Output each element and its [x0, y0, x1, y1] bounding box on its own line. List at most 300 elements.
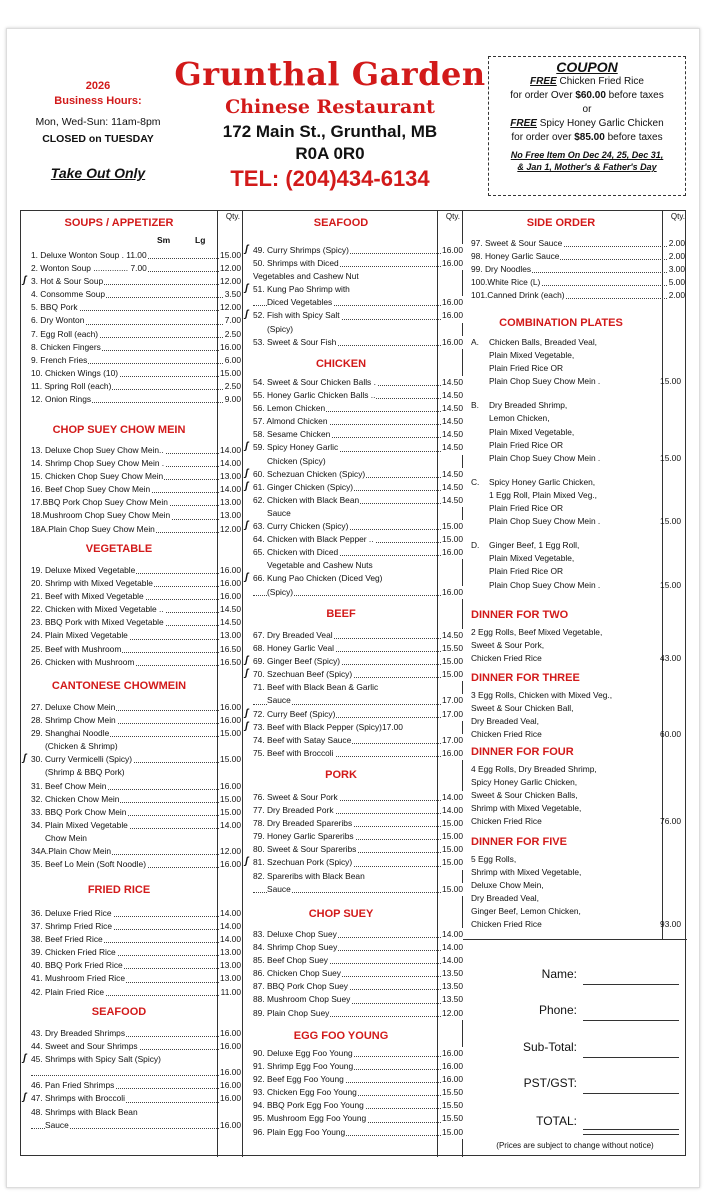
combo-line: Plain Mixed Vegetable,	[489, 553, 575, 564]
section-title-side-order: SIDE ORDER	[526, 217, 596, 229]
menu-item-name: 67. Dry Breaded Veal	[253, 630, 333, 640]
menu-item-price: 16.00	[219, 590, 241, 603]
menu-item-name: 8. Chicken Fingers	[31, 341, 101, 352]
subtotal-row	[463, 1040, 687, 1060]
menu-item	[31, 577, 241, 590]
menu-item-price: 14.00	[219, 444, 241, 457]
menu-item	[23, 1053, 241, 1066]
menu-item-name: 65. Chicken with Diced	[253, 547, 339, 558]
menu-item	[253, 993, 463, 1006]
menu-item	[31, 444, 241, 457]
menu-grid	[20, 210, 686, 1156]
combo-line: Plain Chop Suey Chow Mein . 15.00	[471, 515, 681, 528]
menu-item-name: 79. Honey Garlic Spareribs	[253, 831, 354, 842]
menu-item-price: 13.00	[219, 496, 241, 509]
menu-item-name: 49. Curry Shrimps (Spicy) ʃ	[245, 244, 349, 255]
menu-item-price: 14.50	[219, 603, 241, 616]
menu-item-name: 72. Curry Beef (Spicy) ʃ	[245, 707, 336, 719]
combo-line: 1 Egg Roll, Plain Mixed Veg.,	[489, 489, 598, 500]
menu-item	[31, 301, 241, 314]
egg-foo-young-list	[253, 1047, 463, 1139]
menu-item-name: 4. Consomme Soup	[31, 289, 106, 300]
section-title-beef: BEEF	[326, 608, 356, 620]
menu-item-name: 82. Spareribs with Black Bean	[253, 870, 365, 881]
menu-item-name: 51. Kung Pao Shrimp with ʃ	[245, 283, 350, 295]
menu-item	[245, 668, 463, 681]
menu-item-name: 41. Mushroom Fried Rice	[31, 973, 126, 984]
combo-line: Plain Fried Rice OR	[489, 503, 564, 514]
menu-item-price: 12.00	[219, 523, 241, 536]
menu-item-price: 14.50	[441, 389, 463, 402]
menu-column-3	[463, 211, 687, 1157]
menu-item-price: 15.00	[219, 753, 241, 766]
hours-block	[28, 80, 168, 181]
menu-item-name: 94. BBQ Pork Egg Foo Young	[253, 1100, 364, 1111]
menu-item-price: 15.50	[441, 1099, 463, 1112]
menu-item	[31, 483, 241, 496]
menu-item	[253, 376, 463, 389]
menu-item	[31, 656, 241, 669]
menu-item-name: 34. Plain Mixed Vegetable	[31, 819, 128, 830]
address: 172 Main St., Grunthal, MB	[222, 122, 438, 141]
menu-item	[31, 806, 241, 819]
menu-item-price: 14.00	[441, 791, 463, 804]
menu-item	[253, 883, 463, 896]
tax-label: PST/GST:	[523, 1076, 577, 1090]
menu-item-price: 14.00	[441, 804, 463, 817]
menu-item-price: 17.00	[441, 694, 463, 707]
spicy-icon: ʃ	[245, 856, 249, 868]
menu-item-price: 12.00	[219, 845, 241, 858]
menu-item	[31, 793, 241, 806]
menu-item-name: 54. Sweet & Sour Chicken Balls .	[253, 377, 376, 387]
menu-item-name: 39. Chicken Fried Rice	[31, 947, 116, 958]
menu-item-name	[45, 1066, 46, 1079]
menu-item	[471, 237, 685, 250]
menu-item-price: 16.00	[441, 1073, 463, 1086]
combination-plates	[471, 336, 681, 603]
combo-line: C. Spicy Honey Garlic Chicken,	[471, 476, 681, 489]
menu-item-price: 15.00	[441, 1126, 463, 1139]
fried-rice-list	[31, 907, 241, 999]
dinner-items: 2 Egg Rolls, Beef Mixed Vegetable, Sweet & Sour Pork, Chicken Fried Rice 43.00	[471, 626, 681, 665]
menu-item	[253, 257, 463, 270]
menu-item-price: 12.00	[441, 1007, 463, 1020]
menu-item-price: 16.00	[441, 309, 463, 322]
dinner-title: DINNER FOR FOUR	[471, 746, 574, 758]
menu-item-name: 70. Szechuan Beef (Spicy) ʃ	[245, 668, 353, 680]
menu-item-name: 24. Plain Mixed Vegetable	[31, 630, 128, 641]
menu-item	[31, 603, 241, 616]
menu-item	[31, 354, 241, 367]
menu-item-name: 56. Lemon Chicken	[253, 403, 326, 414]
takeout-label: Take Out Only	[50, 165, 146, 181]
menu-item-name: 87. BBQ Pork Chop Suey	[253, 981, 348, 992]
menu-item-name: 14. Shrimp Chop Suey Chow Mein .	[31, 458, 165, 469]
menu-item-name: 25. Beef with Mushroom	[31, 643, 122, 654]
menu-item	[253, 546, 463, 559]
menu-item	[253, 1126, 463, 1139]
menu-item-name: 101.Canned Drink (each)	[471, 290, 565, 301]
menu-item-price: 13.50	[441, 967, 463, 980]
coupon-offer1-line1: FREE Chicken Fried Rice	[530, 76, 644, 87]
menu-item-name: Sauce	[267, 507, 291, 518]
menu-item-name: 45. Shrimps with Spicy Salt (Spicy) ʃ	[23, 1053, 161, 1065]
menu-item	[31, 714, 241, 727]
menu-item-price: 2.00	[668, 289, 685, 302]
combo-line: Plain Fried Rice OR	[489, 363, 564, 374]
menu-item	[31, 249, 241, 262]
menu-item-name: (Shrimp & BBQ Pork)	[45, 767, 125, 778]
menu-item	[253, 791, 463, 804]
menu-item-name: 28. Shrimp Chow Mein	[31, 715, 116, 726]
menu-item-name: 89. Plain Chop Suey	[253, 1007, 330, 1018]
menu-item-price: 13.50	[441, 980, 463, 993]
menu-item-name: Vegetable and Cashew Nuts	[267, 560, 373, 571]
menu-item	[31, 819, 241, 832]
postal-code: R0A 0R0	[295, 144, 365, 163]
spicy-icon: ʃ	[245, 244, 249, 255]
tax-field[interactable]	[583, 1093, 679, 1094]
menu-item	[31, 367, 241, 380]
menu-item	[31, 986, 241, 999]
menu-item-name: 50. Shrimps with Diced	[253, 258, 339, 269]
menu-item-name: 52. Fish with Spicy Salt ʃ	[245, 309, 340, 321]
menu-item	[253, 967, 463, 980]
menu-item-name: 64. Chicken with Black Pepper ..	[253, 534, 374, 545]
menu-item	[245, 655, 463, 668]
total-row	[463, 1114, 687, 1134]
menu-item	[253, 494, 463, 507]
menu-item	[31, 262, 241, 275]
menu-item	[253, 1060, 463, 1073]
menu-item-name: 33. BBQ Pork Chow Mein	[31, 806, 127, 817]
menu-item-price: 16.00	[441, 296, 463, 309]
subtotal-label: Sub-Total:	[522, 1040, 577, 1054]
side-order-list	[471, 237, 685, 302]
menu-item-name: 15. Chicken Chop Suey Chow Mein	[31, 471, 164, 482]
chopsuey-chowmein-list	[31, 444, 241, 536]
menu-item-name: 48. Shrimps with Black Bean	[31, 1106, 138, 1117]
menu-item	[253, 804, 463, 817]
spicy-icon: ʃ	[23, 1092, 27, 1104]
menu-item	[31, 314, 241, 327]
menu-item-price: 15.00	[441, 655, 463, 668]
coupon-offer2-line2: for order over $85.00 before taxes	[511, 132, 663, 143]
restaurant-name: Grunthal Garden	[174, 55, 486, 93]
menu-item-name: 68. Honey Garlic Veal	[253, 643, 335, 654]
hours-text: Mon, Wed-Sun: 11am-8pm	[35, 116, 161, 128]
menu-item	[471, 289, 685, 302]
menu-item-name: 1. Deluxe Wonton Soup . 11.00	[31, 250, 147, 260]
spicy-icon: ʃ	[245, 572, 249, 584]
combo-price: 15.00	[660, 516, 681, 527]
spicy-icon: ʃ	[245, 283, 249, 295]
menu-item-price: 15.00	[219, 367, 241, 380]
menu-item	[31, 328, 241, 341]
menu-item-name: 9. French Fries	[31, 354, 88, 365]
menu-item-price: 16.00	[441, 747, 463, 760]
menu-item-price: 16.50	[219, 643, 241, 656]
menu-item	[253, 629, 463, 642]
menu-item-price: 15.00	[219, 727, 241, 740]
menu-item	[31, 907, 241, 920]
menu-item	[253, 843, 463, 856]
menu-item	[245, 856, 463, 869]
menu-item-price: 16.00	[441, 1060, 463, 1073]
section-title-chopsuey-chowmein: CHOP SUEY CHOW MEIN	[52, 424, 186, 436]
menu-item-name: 18A.Plain Chop Suey Chow Mein	[31, 523, 155, 534]
menu-item-name: 100.White Rice (L)	[471, 277, 541, 288]
spicy-icon: ʃ	[245, 441, 249, 453]
menu-item	[253, 507, 463, 520]
menu-item-name: 93. Chicken Egg Foo Young	[253, 1087, 357, 1098]
menu-item-price: 14.50	[441, 415, 463, 428]
menu-item	[31, 509, 241, 522]
menu-item	[31, 380, 241, 393]
menu-item	[31, 496, 241, 509]
section-title-seafood-2: SEAFOOD	[313, 217, 369, 229]
menu-item-price: 15.00	[219, 806, 241, 819]
restaurant-subtitle: Chinese Restaurant	[225, 96, 435, 118]
name-field[interactable]	[583, 984, 679, 985]
menu-item-price: 2.00	[668, 250, 685, 263]
menu-item-price: 14.00	[441, 954, 463, 967]
menu-item-price: 13.00	[219, 629, 241, 642]
menu-item-price: 6.00	[224, 354, 241, 367]
section-title-egg-foo-young: EGG FOO YOUNG	[293, 1030, 389, 1042]
menu-item	[253, 586, 463, 599]
menu-item	[253, 428, 463, 441]
menu-item	[31, 727, 241, 740]
menu-item-name: 59. Spicy Honey Garlic ʃ	[245, 441, 339, 453]
spicy-icon: ʃ	[245, 309, 249, 321]
menu-item-name: 37. Shrimp Fried Rice	[31, 921, 112, 932]
menu-item-price: 11.00	[220, 986, 241, 999]
menu-item	[31, 643, 241, 656]
qty-header: Qty.	[225, 212, 240, 221]
beef-list	[245, 629, 463, 760]
menu-item	[253, 455, 463, 468]
menu-item-name: 30. Curry Vermicelli (Spicy) ʃ	[23, 753, 132, 765]
dinner-items: 3 Egg Rolls, Chicken with Mixed Veg., Sweet & Sour Chicken Ball, Dry Breaded Veal, Chicken Fried Rice 60.00	[471, 689, 681, 741]
menu-item-price: 12.00	[219, 301, 241, 314]
menu-item	[471, 250, 685, 263]
menu-item-price: 16.00	[441, 336, 463, 349]
hours-title: Business Hours:	[54, 95, 142, 107]
menu-item-name: Sauce	[267, 695, 291, 706]
prices-note: (Prices are subject to change without notice)	[496, 1141, 654, 1150]
vegetable-list	[31, 564, 241, 669]
menu-item-name: (Spicy)	[267, 323, 294, 334]
menu-item-name: 75. Beef with Broccoli	[253, 747, 334, 758]
menu-item-price: 16.00	[441, 546, 463, 559]
menu-item-name: 99. Dry Noodles	[471, 264, 532, 275]
menu-item	[23, 275, 241, 288]
menu-item-name: 11. Spring Roll (each)	[31, 380, 112, 391]
spicy-icon: ʃ	[245, 480, 249, 492]
total-field[interactable]	[583, 1129, 679, 1130]
menu-item	[31, 832, 241, 845]
menu-item-price: 16.00	[219, 1027, 241, 1040]
menu-item	[31, 766, 241, 779]
dinner-price: 93.00	[660, 919, 681, 930]
menu-item-price: 14.50	[441, 481, 463, 494]
section-title-vegetable: VEGETABLE	[85, 543, 153, 555]
menu-item-price: 2.50	[224, 380, 241, 393]
spicy-icon: ʃ	[245, 520, 249, 532]
combo-line: D. Ginger Beef, 1 Egg Roll,	[471, 539, 681, 552]
menu-item-name: 84. Shrimp Chop Suey	[253, 942, 338, 953]
combo-price: 15.00	[660, 452, 681, 463]
menu-item	[245, 441, 463, 454]
menu-column-2	[243, 211, 463, 1157]
menu-item	[253, 1073, 463, 1086]
menu-item-name: 44. Sweet and Sour Shrimps	[31, 1041, 138, 1052]
spicy-icon: ʃ	[23, 1053, 27, 1065]
menu-item-price: 15.50	[441, 1086, 463, 1099]
phone-row	[463, 1003, 687, 1023]
menu-item	[23, 1092, 241, 1105]
menu-item-name: 86. Chicken Chop Suey	[253, 968, 341, 979]
menu-item	[31, 920, 241, 933]
menu-item-name: 47. Shrimps with Broccoli ʃ	[23, 1092, 126, 1104]
menu-item-name: Chicken (Spicy)	[267, 455, 326, 466]
restaurant-header	[170, 56, 490, 192]
menu-item-price: 15.00	[441, 883, 463, 896]
menu-item-price: 14.50	[441, 441, 463, 454]
phone-label: Phone:	[538, 1003, 577, 1017]
menu-item-name: 36. Deluxe Fried Rice	[31, 908, 112, 918]
menu-item-name: 20. Shrimp with Mixed Vegetable	[31, 578, 153, 589]
subtotal-field[interactable]	[583, 1057, 679, 1058]
menu-item-name: 12. Onion Rings	[31, 394, 92, 405]
soups-list	[23, 249, 241, 406]
combo-line: Lemon Chicken,	[489, 413, 550, 424]
menu-item-name: 6. Dry Wonton	[31, 315, 85, 326]
menu-item	[245, 283, 463, 296]
menu-item-name: 71. Beef with Black Bean & Garlic	[253, 682, 379, 693]
menu-item	[31, 629, 241, 642]
coupon-box	[488, 56, 686, 196]
menu-item	[253, 681, 463, 694]
section-title-fried-rice: FRIED RICE	[87, 884, 151, 896]
section-title-chicken: CHICKEN	[315, 358, 367, 370]
menu-item-name: 69. Ginger Beef (Spicy) ʃ	[245, 655, 341, 667]
menu-item-name: (Spicy)	[267, 586, 294, 597]
menu-item	[253, 559, 463, 572]
section-title-chop-suey: CHOP SUEY	[308, 908, 374, 920]
menu-item-price: 15.00	[441, 843, 463, 856]
spicy-icon: ʃ	[245, 655, 249, 667]
menu-item-name: 92. Beef Egg Foo Young	[253, 1074, 344, 1085]
menu-item	[31, 457, 241, 470]
menu-item-price: 13.00	[219, 470, 241, 483]
menu-item-name: 80. Sweet & Sour Spareribs	[253, 844, 357, 855]
menu-item	[31, 1079, 241, 1092]
combo-line: Plain Fried Rice OR	[489, 439, 564, 450]
menu-item-name: 38. Beef Fried Rice	[31, 934, 103, 945]
menu-item-name: 57. Almond Chicken	[253, 416, 328, 427]
menu-item-price: 15.00	[441, 817, 463, 830]
menu-item-name: 88. Mushroom Chop Suey	[253, 994, 351, 1005]
menu-item	[31, 701, 241, 714]
section-title-seafood-1: SEAFOOD	[91, 1006, 147, 1018]
menu-item	[31, 858, 241, 871]
menu-item	[245, 520, 463, 533]
menu-item	[253, 1007, 463, 1020]
spicy-icon: ʃ	[245, 467, 249, 479]
menu-item	[253, 830, 463, 843]
menu-item-price: 14.50	[441, 376, 463, 389]
menu-item-name: 66. Kung Pao Chicken (Diced Veg) ʃ	[245, 572, 383, 584]
menu-item-price: 15.00	[441, 856, 463, 869]
pork-list	[245, 791, 463, 896]
tax-row	[463, 1076, 687, 1096]
coupon-note1: No Free Item On Dec 24, 25, Dec 31,	[510, 150, 664, 160]
menu-item-price: 2.00	[668, 237, 685, 250]
phone-field[interactable]	[583, 1020, 679, 1021]
menu-item	[245, 707, 463, 721]
closed-text: CLOSED on TUESDAY	[42, 133, 154, 145]
large-label: Lg	[195, 235, 206, 245]
seafood-list-1	[23, 1027, 241, 1132]
spicy-icon: ʃ	[245, 720, 249, 732]
menu-item-price: 16.00	[441, 586, 463, 599]
menu-item-name: 32. Chicken Chow Mein	[31, 793, 120, 804]
menu-item	[245, 720, 463, 734]
menu-item	[31, 1066, 241, 1079]
menu-item-name: 13. Deluxe Chop Suey Chow Mein..	[31, 445, 164, 455]
menu-item-price: 16.50	[219, 656, 241, 669]
menu-item-price: 16.00	[219, 1079, 241, 1092]
menu-item-price: 15.00	[441, 533, 463, 546]
menu-item-name: 58. Sesame Chicken	[253, 429, 331, 440]
menu-item	[245, 467, 463, 481]
menu-item-price: 15.00	[441, 830, 463, 843]
menu-item-price: 16.00	[441, 1047, 463, 1060]
menu-item-name: Sauce	[267, 883, 291, 894]
menu-item-price: 14.00	[219, 819, 241, 832]
menu-item-name: 96. Plain Egg Foo Young	[253, 1126, 346, 1137]
menu-item	[31, 341, 241, 354]
menu-item	[253, 980, 463, 993]
menu-item-price: 16.00	[219, 714, 241, 727]
menu-item-price: 16.00	[441, 244, 463, 257]
combo-letter: D.	[471, 540, 480, 551]
chop-suey-list	[253, 928, 463, 1020]
menu-item-price: 14.50	[441, 468, 463, 481]
menu-item-name: 18.Mushroom Chop Suey Chow Mein	[31, 510, 171, 521]
dinner-price: 76.00	[660, 816, 681, 827]
menu-item-price: 7.00	[224, 314, 241, 327]
menu-item-price: 16.00	[219, 341, 241, 354]
combo-line: Plain Mixed Vegetable,	[489, 350, 575, 361]
menu-item	[253, 415, 463, 428]
menu-item-price: 12.00	[219, 275, 241, 288]
combo-letter: C.	[471, 476, 480, 487]
menu-item-name: 77. Dry Breaded Pork	[253, 805, 334, 816]
menu-item	[253, 817, 463, 830]
menu-item	[253, 928, 463, 941]
menu-item-price: 15.00	[219, 793, 241, 806]
menu-item	[253, 336, 463, 349]
menu-item-price: 2.50	[224, 328, 241, 341]
menu-item-price: 17.00	[441, 708, 463, 721]
menu-item	[31, 616, 241, 629]
menu-item	[253, 747, 463, 760]
menu-item-name: 31. Beef Chow Mein	[31, 780, 107, 791]
